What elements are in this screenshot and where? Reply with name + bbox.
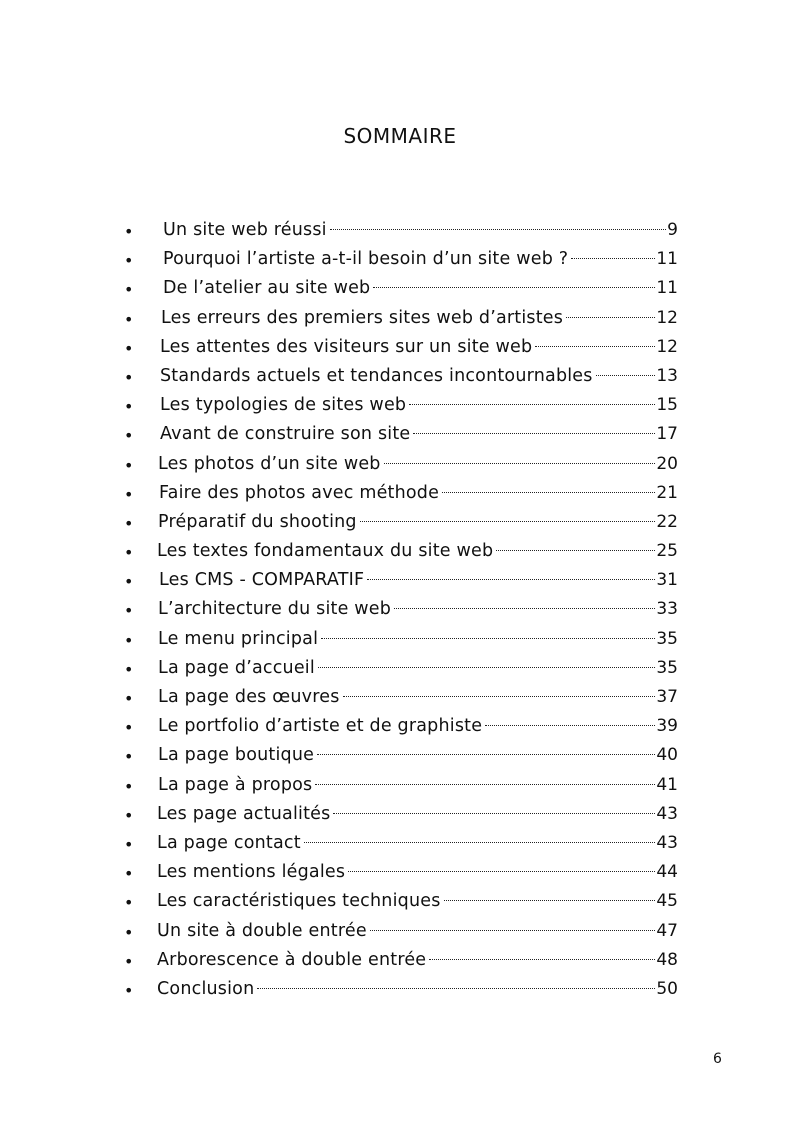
toc-entry[interactable] bbox=[0, 391, 800, 420]
bullet-icon: • bbox=[124, 338, 134, 358]
toc-entry[interactable] bbox=[0, 245, 800, 274]
toc-entry-title: La page des œuvres bbox=[158, 687, 340, 707]
toc-entry-page: 31 bbox=[656, 570, 678, 591]
toc-entry-title: Préparatif du shooting bbox=[158, 511, 357, 532]
bullet-icon: • bbox=[124, 834, 134, 854]
toc-entry-page: 37 bbox=[656, 687, 678, 707]
toc-entry-title: Les typologies de sites web bbox=[160, 395, 407, 416]
dot-leader bbox=[429, 959, 655, 960]
dot-leader bbox=[413, 433, 655, 434]
toc-entry-page: 43 bbox=[656, 803, 678, 824]
toc-entry-page: 20 bbox=[656, 453, 678, 474]
bullet-icon: • bbox=[124, 747, 134, 767]
toc-entry-title: Les mentions légales bbox=[157, 862, 346, 883]
bullet-icon: • bbox=[124, 397, 134, 417]
toc-entry[interactable] bbox=[0, 887, 800, 916]
toc-entry-page: 17 bbox=[656, 424, 678, 445]
toc-entry-title: De l’atelier au site web bbox=[163, 278, 371, 299]
toc-entry-title: Les page actualités bbox=[157, 803, 331, 824]
toc-entry-page: 15 bbox=[656, 395, 678, 416]
toc-entry[interactable] bbox=[0, 858, 800, 887]
bullet-icon: • bbox=[124, 309, 134, 329]
toc-entry-page: 33 bbox=[656, 599, 678, 620]
toc-entry[interactable] bbox=[0, 712, 800, 741]
toc-entry-title: Un site web réussi bbox=[163, 220, 327, 240]
toc-entry-title: La page d’accueil bbox=[158, 657, 315, 678]
dot-leader bbox=[394, 608, 655, 609]
dot-leader bbox=[496, 550, 655, 551]
dot-leader bbox=[348, 871, 655, 872]
dot-leader bbox=[571, 258, 655, 259]
toc-entry[interactable] bbox=[0, 975, 800, 1004]
toc-entry-page: 44 bbox=[656, 862, 678, 883]
bullet-icon: • bbox=[124, 601, 134, 621]
table-of-contents bbox=[0, 216, 800, 1004]
toc-entry-title: Arborescence à double entrée bbox=[157, 949, 427, 970]
toc-entry-title: Faire des photos avec méthode bbox=[159, 482, 440, 503]
page-number: 6 bbox=[713, 1051, 722, 1067]
toc-entry[interactable] bbox=[0, 741, 800, 770]
toc-entry-title: Avant de construire son site bbox=[160, 424, 411, 445]
dot-leader bbox=[566, 317, 655, 318]
toc-entry-page: 11 bbox=[656, 249, 678, 270]
toc-entry[interactable] bbox=[0, 333, 800, 362]
toc-entry-page: 47 bbox=[656, 920, 678, 941]
toc-entry-page: 12 bbox=[656, 336, 678, 357]
toc-entry-title: Les CMS - COMPARATIF bbox=[159, 570, 365, 591]
toc-entry[interactable] bbox=[0, 917, 800, 946]
toc-entry-page: 13 bbox=[656, 365, 678, 386]
toc-entry-title: Le menu principal bbox=[158, 628, 319, 649]
toc-entry-page: 41 bbox=[656, 774, 678, 795]
toc-entry[interactable] bbox=[0, 420, 800, 449]
bullet-icon: • bbox=[124, 426, 134, 446]
toc-entry[interactable] bbox=[0, 800, 800, 829]
toc-entry-title: Pourquoi l’artiste a-t-il besoin d’un site web ? bbox=[163, 249, 569, 270]
toc-entry-title: Les attentes des visiteurs sur un site web bbox=[160, 336, 533, 357]
toc-entry[interactable] bbox=[0, 304, 800, 333]
dot-leader bbox=[367, 579, 655, 580]
toc-entry-page: 22 bbox=[656, 511, 678, 532]
toc-entry-title: La page boutique bbox=[158, 745, 315, 766]
toc-entry[interactable] bbox=[0, 829, 800, 858]
toc-entry-title: Le portfolio d’artiste et de graphiste bbox=[158, 716, 483, 737]
toc-entry-title: Standards actuels et tendances incontournables bbox=[160, 365, 593, 386]
toc-entry-page: 39 bbox=[656, 716, 678, 737]
toc-entry[interactable] bbox=[0, 508, 800, 537]
dot-leader bbox=[384, 463, 656, 464]
dot-leader bbox=[330, 229, 666, 230]
dot-leader bbox=[360, 521, 656, 522]
bullet-icon: • bbox=[124, 484, 134, 504]
dot-leader bbox=[442, 492, 655, 493]
dot-leader bbox=[596, 375, 656, 376]
bullet-icon: • bbox=[124, 864, 134, 884]
toc-entry[interactable] bbox=[0, 566, 800, 595]
bullet-icon: • bbox=[124, 455, 134, 475]
toc-entry[interactable] bbox=[0, 654, 800, 683]
dot-leader bbox=[333, 813, 655, 814]
toc-entry-title: Les erreurs des premiers sites web d’artistes bbox=[161, 307, 564, 328]
toc-entry[interactable] bbox=[0, 946, 800, 975]
toc-entry-title: La page à propos bbox=[158, 774, 313, 795]
toc-entry-page: 48 bbox=[656, 949, 678, 970]
dot-leader bbox=[315, 784, 655, 785]
dot-leader bbox=[373, 287, 655, 288]
toc-entry-page: 35 bbox=[656, 628, 678, 649]
bullet-icon: • bbox=[124, 718, 134, 738]
toc-entry[interactable] bbox=[0, 450, 800, 479]
bullet-icon: • bbox=[124, 251, 134, 271]
dot-leader bbox=[535, 346, 655, 347]
toc-entry-page: 50 bbox=[656, 978, 678, 999]
toc-entry-title: Les photos d’un site web bbox=[158, 453, 381, 474]
bullet-icon: • bbox=[124, 980, 134, 1000]
dot-leader bbox=[257, 988, 655, 989]
toc-entry-page: 43 bbox=[656, 832, 678, 853]
toc-entry-page: 21 bbox=[656, 482, 678, 503]
bullet-icon: • bbox=[124, 572, 134, 592]
toc-entry[interactable] bbox=[0, 771, 800, 800]
toc-entry-page: 40 bbox=[656, 745, 678, 766]
toc-entry-page: 12 bbox=[656, 307, 678, 328]
toc-entry-page: 11 bbox=[656, 278, 678, 299]
bullet-icon: • bbox=[124, 280, 134, 300]
page-title: SOMMAIRE bbox=[343, 124, 457, 148]
toc-entry-title: L’architecture du site web bbox=[158, 599, 392, 620]
bullet-icon: • bbox=[124, 630, 134, 650]
toc-entry[interactable] bbox=[0, 274, 800, 303]
dot-leader bbox=[318, 667, 655, 668]
toc-entry-title: Les textes fondamentaux du site web bbox=[157, 541, 494, 562]
bullet-icon: • bbox=[124, 689, 134, 708]
toc-entry-page: 9 bbox=[667, 220, 678, 240]
bullet-icon: • bbox=[124, 951, 134, 971]
toc-entry[interactable] bbox=[0, 479, 800, 508]
toc-entry[interactable] bbox=[0, 362, 800, 391]
toc-entry[interactable] bbox=[0, 595, 800, 624]
dot-leader bbox=[304, 842, 656, 843]
bullet-icon: • bbox=[124, 805, 134, 825]
toc-entry[interactable] bbox=[0, 683, 800, 712]
bullet-icon: • bbox=[124, 543, 134, 563]
toc-entry-title: Les caractéristiques techniques bbox=[157, 891, 441, 912]
toc-entry[interactable] bbox=[0, 216, 800, 245]
bullet-icon: • bbox=[124, 776, 134, 796]
toc-entry-page: 25 bbox=[656, 541, 678, 562]
toc-entry-page: 45 bbox=[656, 891, 678, 912]
dot-leader bbox=[321, 638, 655, 639]
bullet-icon: • bbox=[124, 893, 134, 913]
dot-leader bbox=[370, 930, 656, 931]
bullet-icon: • bbox=[124, 922, 134, 942]
dot-leader bbox=[485, 725, 655, 726]
toc-entry-title: La page contact bbox=[157, 832, 301, 853]
dot-leader bbox=[444, 900, 656, 901]
toc-entry-title: Conclusion bbox=[157, 978, 255, 999]
bullet-icon: • bbox=[124, 659, 134, 679]
toc-entry-title: Un site à double entrée bbox=[157, 920, 367, 941]
dot-leader bbox=[343, 696, 656, 697]
bullet-icon: • bbox=[124, 513, 134, 533]
toc-entry[interactable] bbox=[0, 537, 800, 566]
toc-entry-page: 35 bbox=[656, 657, 678, 678]
dot-leader bbox=[409, 404, 655, 405]
bullet-icon: • bbox=[124, 222, 134, 241]
toc-entry[interactable] bbox=[0, 625, 800, 654]
dot-leader bbox=[317, 754, 655, 755]
bullet-icon: • bbox=[124, 367, 134, 387]
